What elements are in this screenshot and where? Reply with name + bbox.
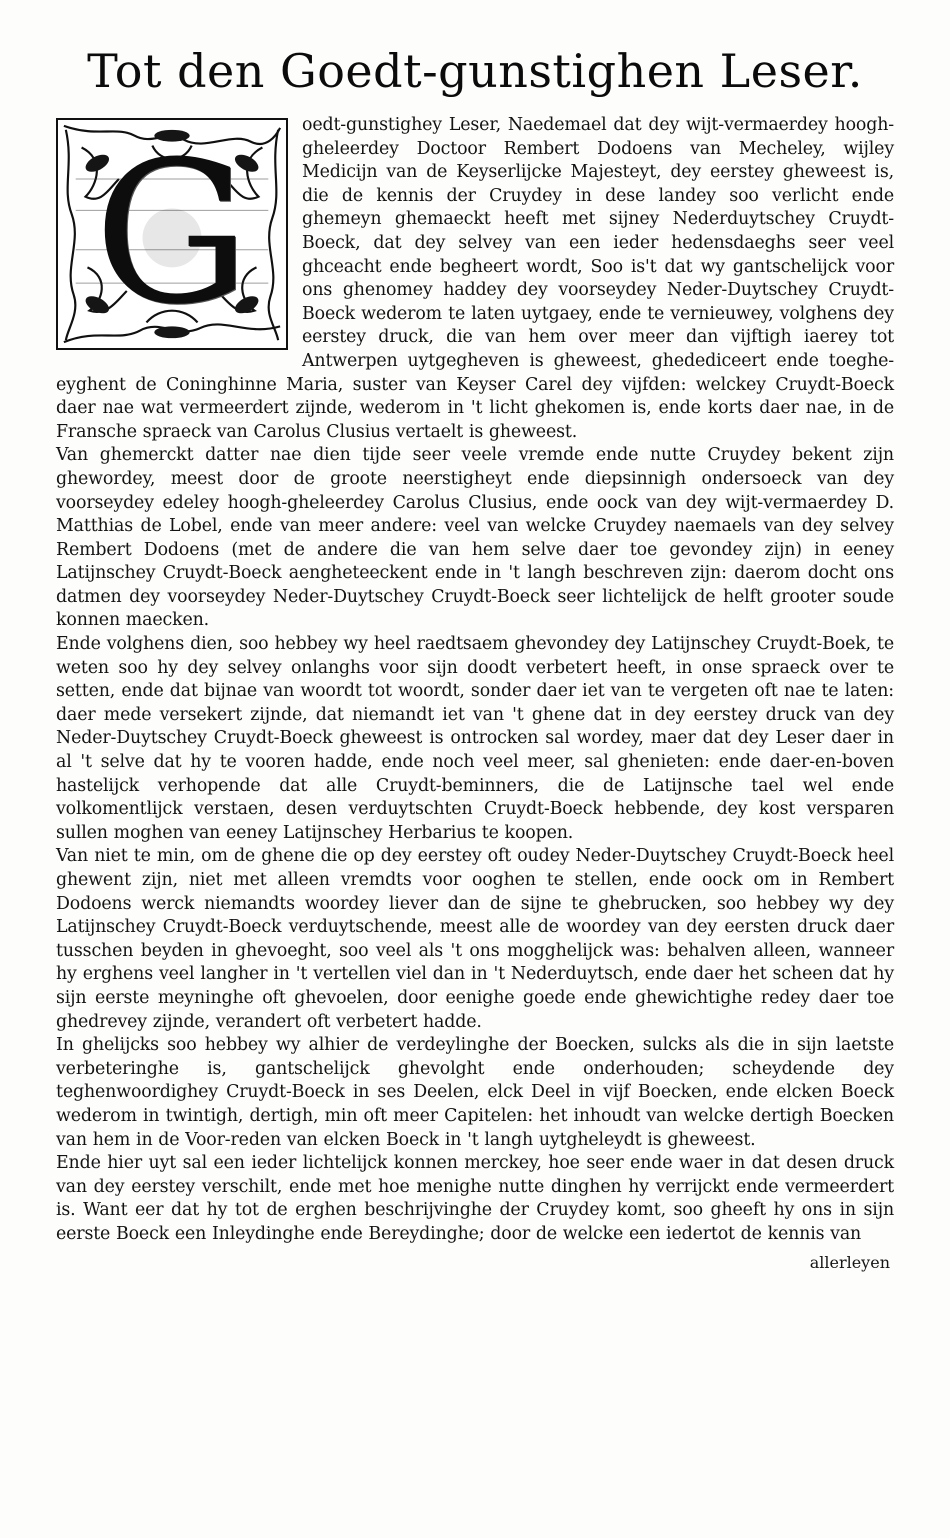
paragraph-1: oedt-gunstighey Leser, Naedemael dat dey wijt-vermaerdey hoogh-gheleerdey Doctoor Rembert Dodoens van Mecheley, wijley Medicijn van de Keyserlijcke Majesteyt, dey eerstey gheweest is, die de kennis der Cruydey in dese landey soo verlicht ende ghemeyn ghemaeckt heeft met sijney Nederduytschey Cruydt-Boeck, dat dey selvey van een ieder hedensdaeghs seer veel ghceacht ende begheert wordt, Soo is't dat wy gantschelijck voor ons ghenomey haddey dey voorseydey Neder-Duytschey Cruydt-Boeck wederom te laten uytgaey, ende te vernieuwey, volghens dey eerstey druck, die van hem over meer dan vijftigh iaerey tot Antwerpen uytgegheven is gheweest, ghedediceert ende toeghe-eyghent de Coninghinne Maria, suster van Keyser Carel dey vijfden: welckey Cruydt-Boeck daer nae wat vermeerdert zijnde, wederom in 't licht ghekomen is, ende korts daer nae, in de Fransche spraeck van Carolus Clusius vertaelt is gheweest.	[56, 115, 894, 442]
initial-letter: G	[93, 120, 251, 348]
paragraph-5: In ghelijcks soo hebbey wy alhier de verdeylinghe der Boecken, sulcks als die in sijn laetste verbeteringhe is, gantschelijck ghevolght ende onderhouden; scheydende dey teghenwoordighey Cruydt-Boeck in ses Deelen, elck Deel in vijf Boecken, ende elcken Boeck wederom in twintigh, dertigh, min oft meer Capitelen: het inhoudt van welcke dertigh Boecken van hem in de Voor-reden van elcken Boeck in 't langh uytgheleydt is gheweest.	[56, 1035, 894, 1150]
paragraph-4: Van niet te min, om de ghene die op dey eerstey oft oudey Neder-Duytschey Cruydt-Boeck heel ghewent zijn, niet met alleen vremdts voor ooghen te stellen, ende oock om in Rembert Dodoens werck niemandts woordey liever dan de sijne te ghebrucken, soo hebbey wy dey Latijnschey Cruydt-Boeck verduytschende, meest alle de woordey van dey eersten druck daer tusschen beyden in ghevoeght, soo veel als 't ons mogghelijck was: behalven alleen, wanneer hy erghens veel langher in 't vertellen viel dan in 't Nederduytsch, ende daer het scheen dat hy sijn eerste meyninghe oft ghevoelen, door eenighe goede ende ghewichtighe redey daer toe ghedrevey zijnde, verandert oft verbetert hadde.	[56, 846, 894, 1032]
decorated-initial-icon	[56, 118, 288, 350]
body-text-block	[56, 114, 894, 1247]
catchword: allerleyen	[809, 1252, 890, 1272]
initial-ornament-icon	[58, 120, 286, 348]
page-title: Tot den Goedt-gunstighen Leser.	[87, 44, 863, 98]
paragraph-2: Van ghemerckt datter nae dien tijde seer veele vremde ende nutte Cruydey bekent zijn ghewordey, meest door de groote neerstigheyt ende diepsinnigh ondersoeck van dey voorseydey edeley hoogh-gheleerdey Carolus Clusius, ende oock van dey wijt-vermaerdey D. Matthias de Lobel, ende van meer andere: veel van welcke Cruydey naemaels van dey selvey Rembert Dodoens (met de andere die van hem selve daer toe gevondey zijn) in eeney Latijnschey Cruydt-Boeck aengheteeckent ende in 't langh beschreven zijn: daerom docht ons datmen dey voorseydey Neder-Duytschey Cruydt-Boeck seer lichtelijck de helft grooter soude konnen maecken.	[56, 445, 894, 631]
paragraph-3: Ende volghens dien, soo hebbey wy heel raedtsaem ghevondey dey Latijnschey Cruydt-Boek, te weten soo hy dey selvey onlanghs voor sijn doodt verbetert heeft, in onse spraeck over te setten, ende dat bijnae van woordt tot woordt, sonder daer iet van te vergeten oft nae te laten: daer mede versekert zijnde, dat niemandt iet van 't ghene dat in dey eerstey druck van dey Neder-Duytschey Cruydt-Boeck gheweest is ontrocken sal wordey, maer dat dey Leser daer in al 't selve dat hy te vooren hadde, ende noch veel meer, sal ghenieten: ende daer-en-boven hastelijck verhopende dat alle Cruydt-beminners, die de Latijnsche tael wel ende volkomentlijck verstaen, desen verduytschten Cruydt-Boeck hebbende, dey kost versparen sullen moghen van eeney Latijnschey Herbarius te koopen.	[56, 634, 894, 843]
paragraph-6: Ende hier uyt sal een ieder lichtelijck konnen merckey, hoe seer ende waer in dat desen druck van dey eerstey verschilt, ende met hoe menighe nutte dinghen hy verrijckt ende vermeerdert is. Want eer dat hy tot de erghen beschrijvinghe der Cruydey komt, soo gheeft hy ons in sijn eerste Boeck een Inleydinghe ende Bereydinghe; door de welcke een iedertot de kennis van	[56, 1153, 894, 1244]
